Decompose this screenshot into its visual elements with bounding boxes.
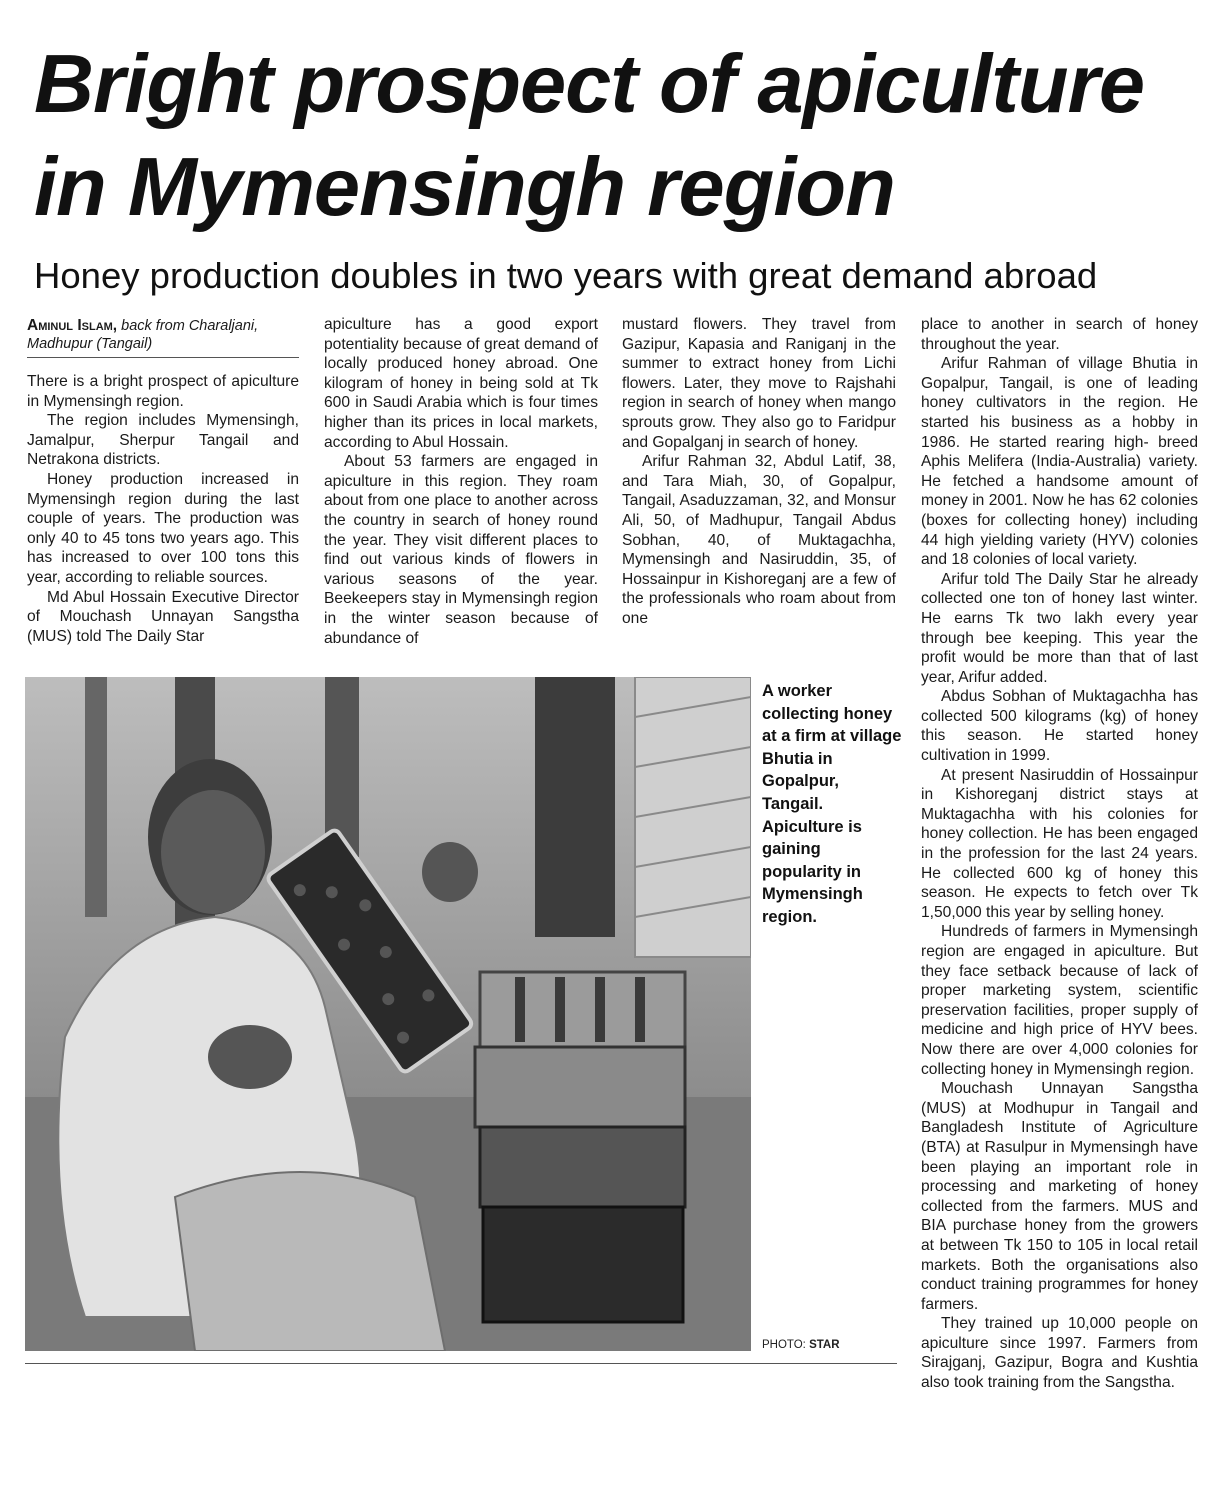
- photo-caption: A worker collecting honey at a firm at village Bhutia in Gopalpur, Tangail. Apiculture is gaining popularity in Mymensingh region.: [762, 682, 902, 926]
- paragraph: Hundreds of farmers in Mymensingh region are engaged in apiculture. But they face setback because of lack of proper marketing system, scientific preservation facilities, proper supply of medicine and high price of HYV bees. Now there are over 4,000 colonies for collecting honey in Mymensingh region.: [921, 923, 1198, 1078]
- paragraph: About 53 farmers are engaged in apiculture in this region. They roam about from one place to another across the country in search of honey round the year. They visit different places to find out various kinds of flowers in various seasons of the year. Beekeepers stay in Mymensingh region in the winter season because of abundance of: [324, 453, 598, 647]
- paragraph: The region includes Mymensingh, Jamalpur, Sherpur Tangail and Netrakona districts.: [27, 412, 299, 469]
- paragraph: There is a bright prospect of apiculture in Mymensingh region.: [27, 373, 299, 410]
- byline-author: Aminul Islam,: [27, 317, 118, 334]
- paragraph: Arifur told The Daily Star he already collected one ton of honey last winter. He earns Tk two lakh every year through bee keeping. This year the profit would be more than that of last year, Arifur added.: [921, 570, 1198, 686]
- photo-credit-prefix: PHOTO:: [762, 1339, 806, 1351]
- paragraph: Mouchash Unnayan Sangstha (MUS) at Modhupur in Tangail and Bangladesh Institute of Agriculture (BTA) at Rasulpur in Mymensingh have been playing an important role in processing and marketing of honey collected from the farmers. MUS and BIA purchase honey from the growers at between Tk 150 to 105 in local retail markets. Both the organisations also conduct training programmes for honey farmers.: [921, 1080, 1198, 1313]
- headline: [34, 32, 1204, 238]
- article-column-2: [324, 315, 598, 648]
- byline-location: back from Charaljani, Madhupur (Tangail): [27, 318, 259, 352]
- paragraph: Arifur Rahman 32, Abdul Latif, 38, and Tara Miah, 30, of Gopalpur, Tangail, Asaduzzaman, 32, and Monsur Ali, 50, of Madhupur, Tangail Abdus Sobhan, 40, of Muktagachha, Mymensingh and Nasiruddin, 35, of Hossainpur in Kishoreganj are a few of the professionals who roam about from one: [622, 453, 896, 627]
- byline: [27, 317, 299, 353]
- photo-divider: [25, 1363, 897, 1364]
- photo-credit-source: STAR: [809, 1339, 840, 1351]
- article-column-1: [27, 372, 299, 646]
- paragraph: Md Abul Hossain Executive Director of Mouchash Unnayan Sangstha (MUS) told The Daily Star: [27, 588, 299, 645]
- paragraph: Arifur Rahman of village Bhutia in Gopalpur, Tangail, is one of leading honey cultivators in the region. He started his business as a hobby in 1986. He started rearing high- breed Aphis Melifera (India-Australia) variety. He fetched a handsome amount of money in 2001. Now he has 62 colonies (boxes for collecting honey) including 44 high yielding variety (HYV) colonies and 18 colonies of local variety.: [921, 355, 1198, 569]
- headline-line-1: Bright prospect of apiculture: [34, 37, 1145, 130]
- paragraph: apiculture has a good export potentiality because of great demand of locally produced honey abroad. One kilogram of honey in being sold at Tk 600 in Saudi Arabia which is four times higher than its prices in local markets, according to Abul Hossain.: [324, 316, 598, 451]
- article-column-3: [622, 315, 896, 629]
- paragraph: They trained up 10,000 people on apiculture since 1997. Farmers from Sirajganj, Gazipur, Bogra and Kushtia also took training from the Sangstha.: [921, 1315, 1198, 1392]
- byline-divider: [27, 357, 299, 358]
- paragraph: Abdus Sobhan of Muktagachha has collected 500 kilograms (kg) of honey this season. He started honey cultivation in 1999.: [921, 688, 1198, 765]
- paragraph: place to another in search of honey throughout the year.: [921, 316, 1198, 353]
- headline-line-2: in Mymensingh region: [34, 140, 895, 233]
- news-photo: [25, 677, 751, 1351]
- photo-credit: [762, 1339, 840, 1351]
- article-column-4: [921, 315, 1198, 1393]
- paragraph: Honey production increased in Mymensingh region during the last couple of years. The production was only 40 to 45 tons two years ago. This has increased to over 100 tons this year, according to reliable sources.: [27, 470, 299, 586]
- paragraph: mustard flowers. They travel from Gazipur, Kapasia and Raniganj in the summer to extract honey from Lichi flowers. Later, they move to Rajshahi region in search of honey when mango sprouts grow. They also go to Faridpur and Gopalganj in search of honey.: [622, 316, 896, 451]
- beekeeper-photo-illustration: [25, 677, 751, 1351]
- subheadline: Honey production doubles in two years with great demand abroad: [34, 255, 1098, 296]
- paragraph: At present Nasiruddin of Hossainpur in Kishoreganj district stays at Muktagachha with his colonies for honey collection. He has been engaged in the profession for the last 24 years. He collected 600 kg of honey this season. He expects to fetch over Tk 1,50,000 this year by selling honey.: [921, 766, 1198, 921]
